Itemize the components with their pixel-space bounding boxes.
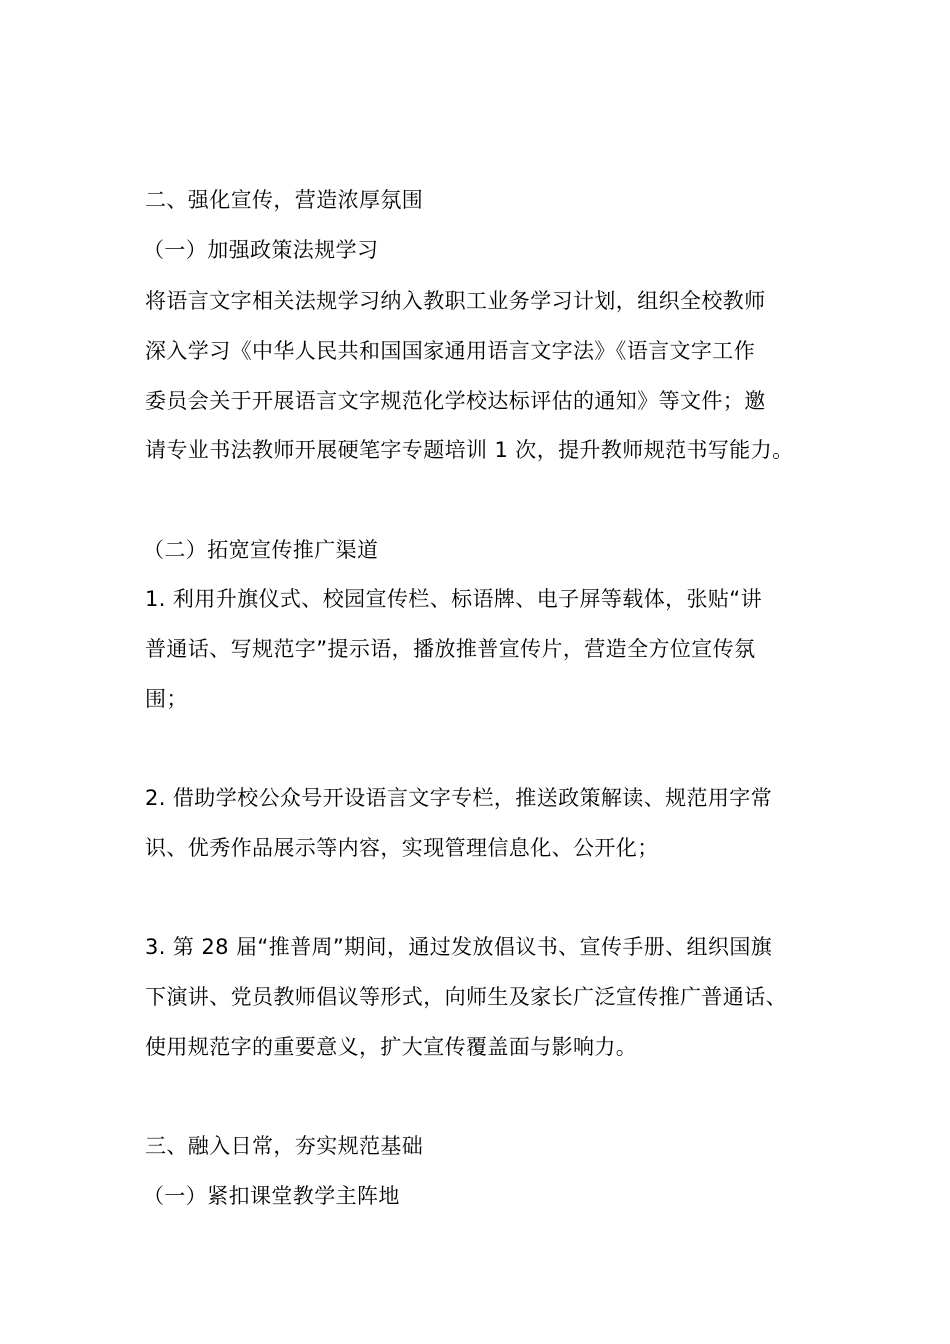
list-item-3-line: 使用规范字的重要意义，扩大宣传覆盖面与影响力。 bbox=[145, 1035, 638, 1059]
list-item-1-line: 普通话、写规范字”提示语，播放推普宣传片，营造全方位宣传氛 bbox=[145, 637, 756, 661]
list-item-1-line: 围； bbox=[145, 687, 188, 711]
list-item-1-line: 1. 利用升旗仪式、校园宣传栏、标语牌、电子屏等载体，张贴“讲 bbox=[145, 587, 762, 611]
list-item-2-line: 识、优秀作品展示等内容，实现管理信息化、公开化； bbox=[145, 836, 659, 860]
subsection-heading-2-1: （一）加强政策法规学习 bbox=[143, 238, 379, 262]
paragraph-line: 将语言文字相关法规学习纳入教职工业务学习计划，组织全校教师 bbox=[145, 289, 766, 313]
section-heading-3: 三、融入日常，夯实规范基础 bbox=[145, 1134, 424, 1158]
subsection-heading-3-1: （一）紧扣课堂教学主阵地 bbox=[143, 1184, 400, 1208]
paragraph-line: 请专业书法教师开展硬笔字专题培训 1 次，提升教师规范书写能力。 bbox=[145, 438, 794, 462]
paragraph-line: 委员会关于开展语言文字规范化学校达标评估的通知》等文件；邀 bbox=[145, 389, 766, 413]
paragraph-line: 深入学习《中华人民共和国国家通用语言文字法》《语言文字工作 bbox=[145, 339, 756, 363]
subsection-heading-2-2: （二）拓宽宣传推广渠道 bbox=[143, 538, 379, 562]
list-item-3-line: 3. 第 28 届“推普周”期间，通过发放倡议书、宣传手册、组织国旗 bbox=[145, 935, 773, 959]
section-heading-2: 二、强化宣传，营造浓厚氛围 bbox=[145, 188, 424, 212]
list-item-3-line: 下演讲、党员教师倡议等形式，向师生及家长广泛宣传推广普通话、 bbox=[145, 985, 787, 1009]
list-item-2-line: 2. 借助学校公众号开设语言文字专栏，推送政策解读、规范用字常 bbox=[145, 786, 773, 810]
